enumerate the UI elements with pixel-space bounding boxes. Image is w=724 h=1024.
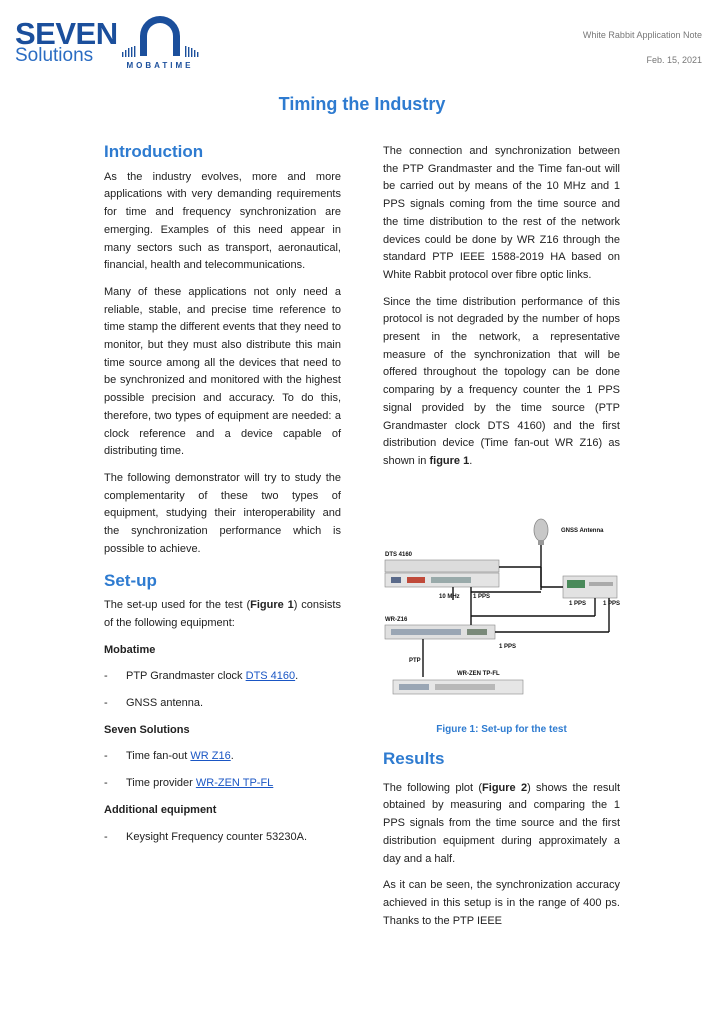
intro-paragraph-3: The following demonstrator will try to study the complementarity of these two types of equipment, studying their interoperability and the synchronization performance which is possible to achieve. — [104, 471, 341, 555]
10mhz-label: 10 MHz — [439, 594, 460, 600]
pps-label-2: 1 PPS — [499, 644, 517, 650]
page-title: Timing the Industry — [278, 94, 446, 114]
figure-1-ref: figure 1 — [429, 454, 470, 467]
counter-pps-label-1: 1 PPS — [569, 601, 587, 607]
introduction-heading: Introduction — [104, 142, 204, 161]
list-item-text: PTP Grandmaster clock — [126, 670, 246, 683]
results-text-a: The following plot ( — [383, 781, 483, 794]
figure-2-ref: Figure 2 — [482, 781, 528, 794]
setup-figure-ref: Figure 1 — [250, 599, 294, 612]
setup-paragraph — [104, 597, 341, 632]
counter-pps-label-2: 1 PPS — [603, 601, 621, 607]
right-p2-end: . — [469, 454, 473, 467]
list-item-text: Time provider — [126, 777, 196, 790]
mobatime-arch-icon — [118, 14, 202, 60]
pps-label-1: 1 PPS — [473, 594, 491, 600]
list-item-text: GNSS antenna. — [126, 696, 204, 709]
intro-paragraph-2: Many of these applications not only need a reliable, stable, and precise time reference to time stamp the different events that they need to monitor, but they must also distribute this main time source among all the devices that need to be synchronized and monitored with the highest possible precision and accuracy. To do this, therefore, two types of equipment are needed: a clock reference and a device capable of distributing time. — [104, 285, 341, 458]
wr-z16-link[interactable]: WR Z16 — [190, 750, 231, 763]
wr-zen-label: WR-ZEN TP-FL — [457, 671, 500, 677]
list-dash: - — [104, 777, 108, 790]
setup-heading: Set-up — [104, 571, 157, 591]
mobatime-logo-word: MOBATIME — [126, 61, 194, 70]
list-dash: - — [104, 696, 108, 709]
list-item-text: Keysight Frequency counter 53230A. — [126, 830, 308, 843]
list-item-end: . — [230, 750, 234, 763]
list-dash: - — [104, 830, 108, 843]
right-paragraph-1: The connection and synchronization between the PTP Grandmaster and the Time fan-out will be carried out by means of the 10 MHz and 1 PPS signals coming from the time source and the time distribution to the rest of the network devices could be done by WR Z16 through the standard PTP IEEE 1588-2019 HA based on White Rabbit protocol over fibre optic links. — [383, 145, 620, 281]
results-paragraph-2: As it can be seen, the synchronization accuracy achieved in this setup is in the range of 400 ps. Thanks to the PTP IEEE — [383, 879, 620, 927]
wr-z16-label: WR-Z16 — [385, 617, 408, 623]
left-column — [104, 143, 341, 855]
results-section — [383, 750, 620, 939]
wr-zen-device-icon — [393, 680, 523, 694]
figure-1-setup-diagram — [383, 512, 623, 702]
list-dash: - — [104, 670, 108, 683]
list-dash: - — [104, 750, 108, 763]
dts-4160-link[interactable]: DTS 4160 — [245, 670, 296, 683]
list-item — [104, 695, 341, 713]
results-text-b: ) shows the result obtained by measuring and comparing the 1 PPS signals from the time source and the first distribution equipment during approximately a day and a half. — [383, 781, 620, 865]
list-item — [104, 668, 341, 686]
list-item-text: Time fan-out — [126, 750, 191, 763]
list-item — [104, 775, 341, 793]
frequency-counter-icon — [563, 576, 617, 598]
dts-4160-device-icon — [385, 560, 499, 587]
results-heading: Results — [383, 749, 445, 768]
ptp-label: PTP — [409, 658, 421, 664]
seven-solutions-logo — [15, 18, 118, 65]
list-item-end: . — [295, 670, 299, 683]
doc-date: Feb. 15, 2021 — [646, 55, 702, 65]
intro-paragraph-1: As the industry evolves, more and more applications with very demanding requirements for time and frequency synchronization are emerging. Examples of this need appear in many sectors such as transport, aeronautical, financial, health and telecommunications. — [104, 170, 341, 272]
results-paragraph-1 — [383, 780, 620, 869]
seven-logo-sub: Solutions — [15, 45, 94, 66]
mobatime-logo — [118, 14, 202, 74]
right-p2-text: Since the time distribution performance of this protocol is not degraded by the number of hops present in the network, a representative measure of the synchronization that will be offered throughout the topology can be done comparing by a frequency counter the 1 PPS signal provided by the time source (PTP Grandmaster clock DTS 4160) and the first distribution device (Time fan-out WR Z16) as shown in — [383, 295, 620, 467]
doc-type-label: White Rabbit Application Note — [582, 30, 702, 40]
wr-zen-tp-fl-link[interactable]: WR-ZEN TP-FL — [195, 777, 274, 790]
mobatime-heading: Mobatime — [104, 643, 156, 656]
seven-logo-word: SEVEN — [15, 16, 118, 51]
gnss-antenna-label: GNSS Antenna — [561, 528, 604, 534]
wr-z16-device-icon — [385, 625, 495, 639]
dts-4160-label: DTS 4160 — [385, 552, 413, 558]
right-paragraph-2 — [383, 294, 620, 471]
additional-equipment-heading: Additional equipment — [104, 803, 217, 816]
list-item — [104, 748, 341, 766]
setup-text-b: ) consists of the following equipment: — [104, 599, 341, 629]
seven-solutions-heading: Seven Solutions — [104, 723, 190, 736]
figure-1-caption: Figure 1: Set-up for the test — [436, 724, 567, 735]
setup-text-a: The set-up used for the test ( — [104, 599, 251, 612]
list-item — [104, 829, 341, 847]
right-column — [383, 143, 620, 480]
gnss-antenna-icon — [534, 519, 548, 545]
setup-diagram-svg — [383, 512, 623, 702]
